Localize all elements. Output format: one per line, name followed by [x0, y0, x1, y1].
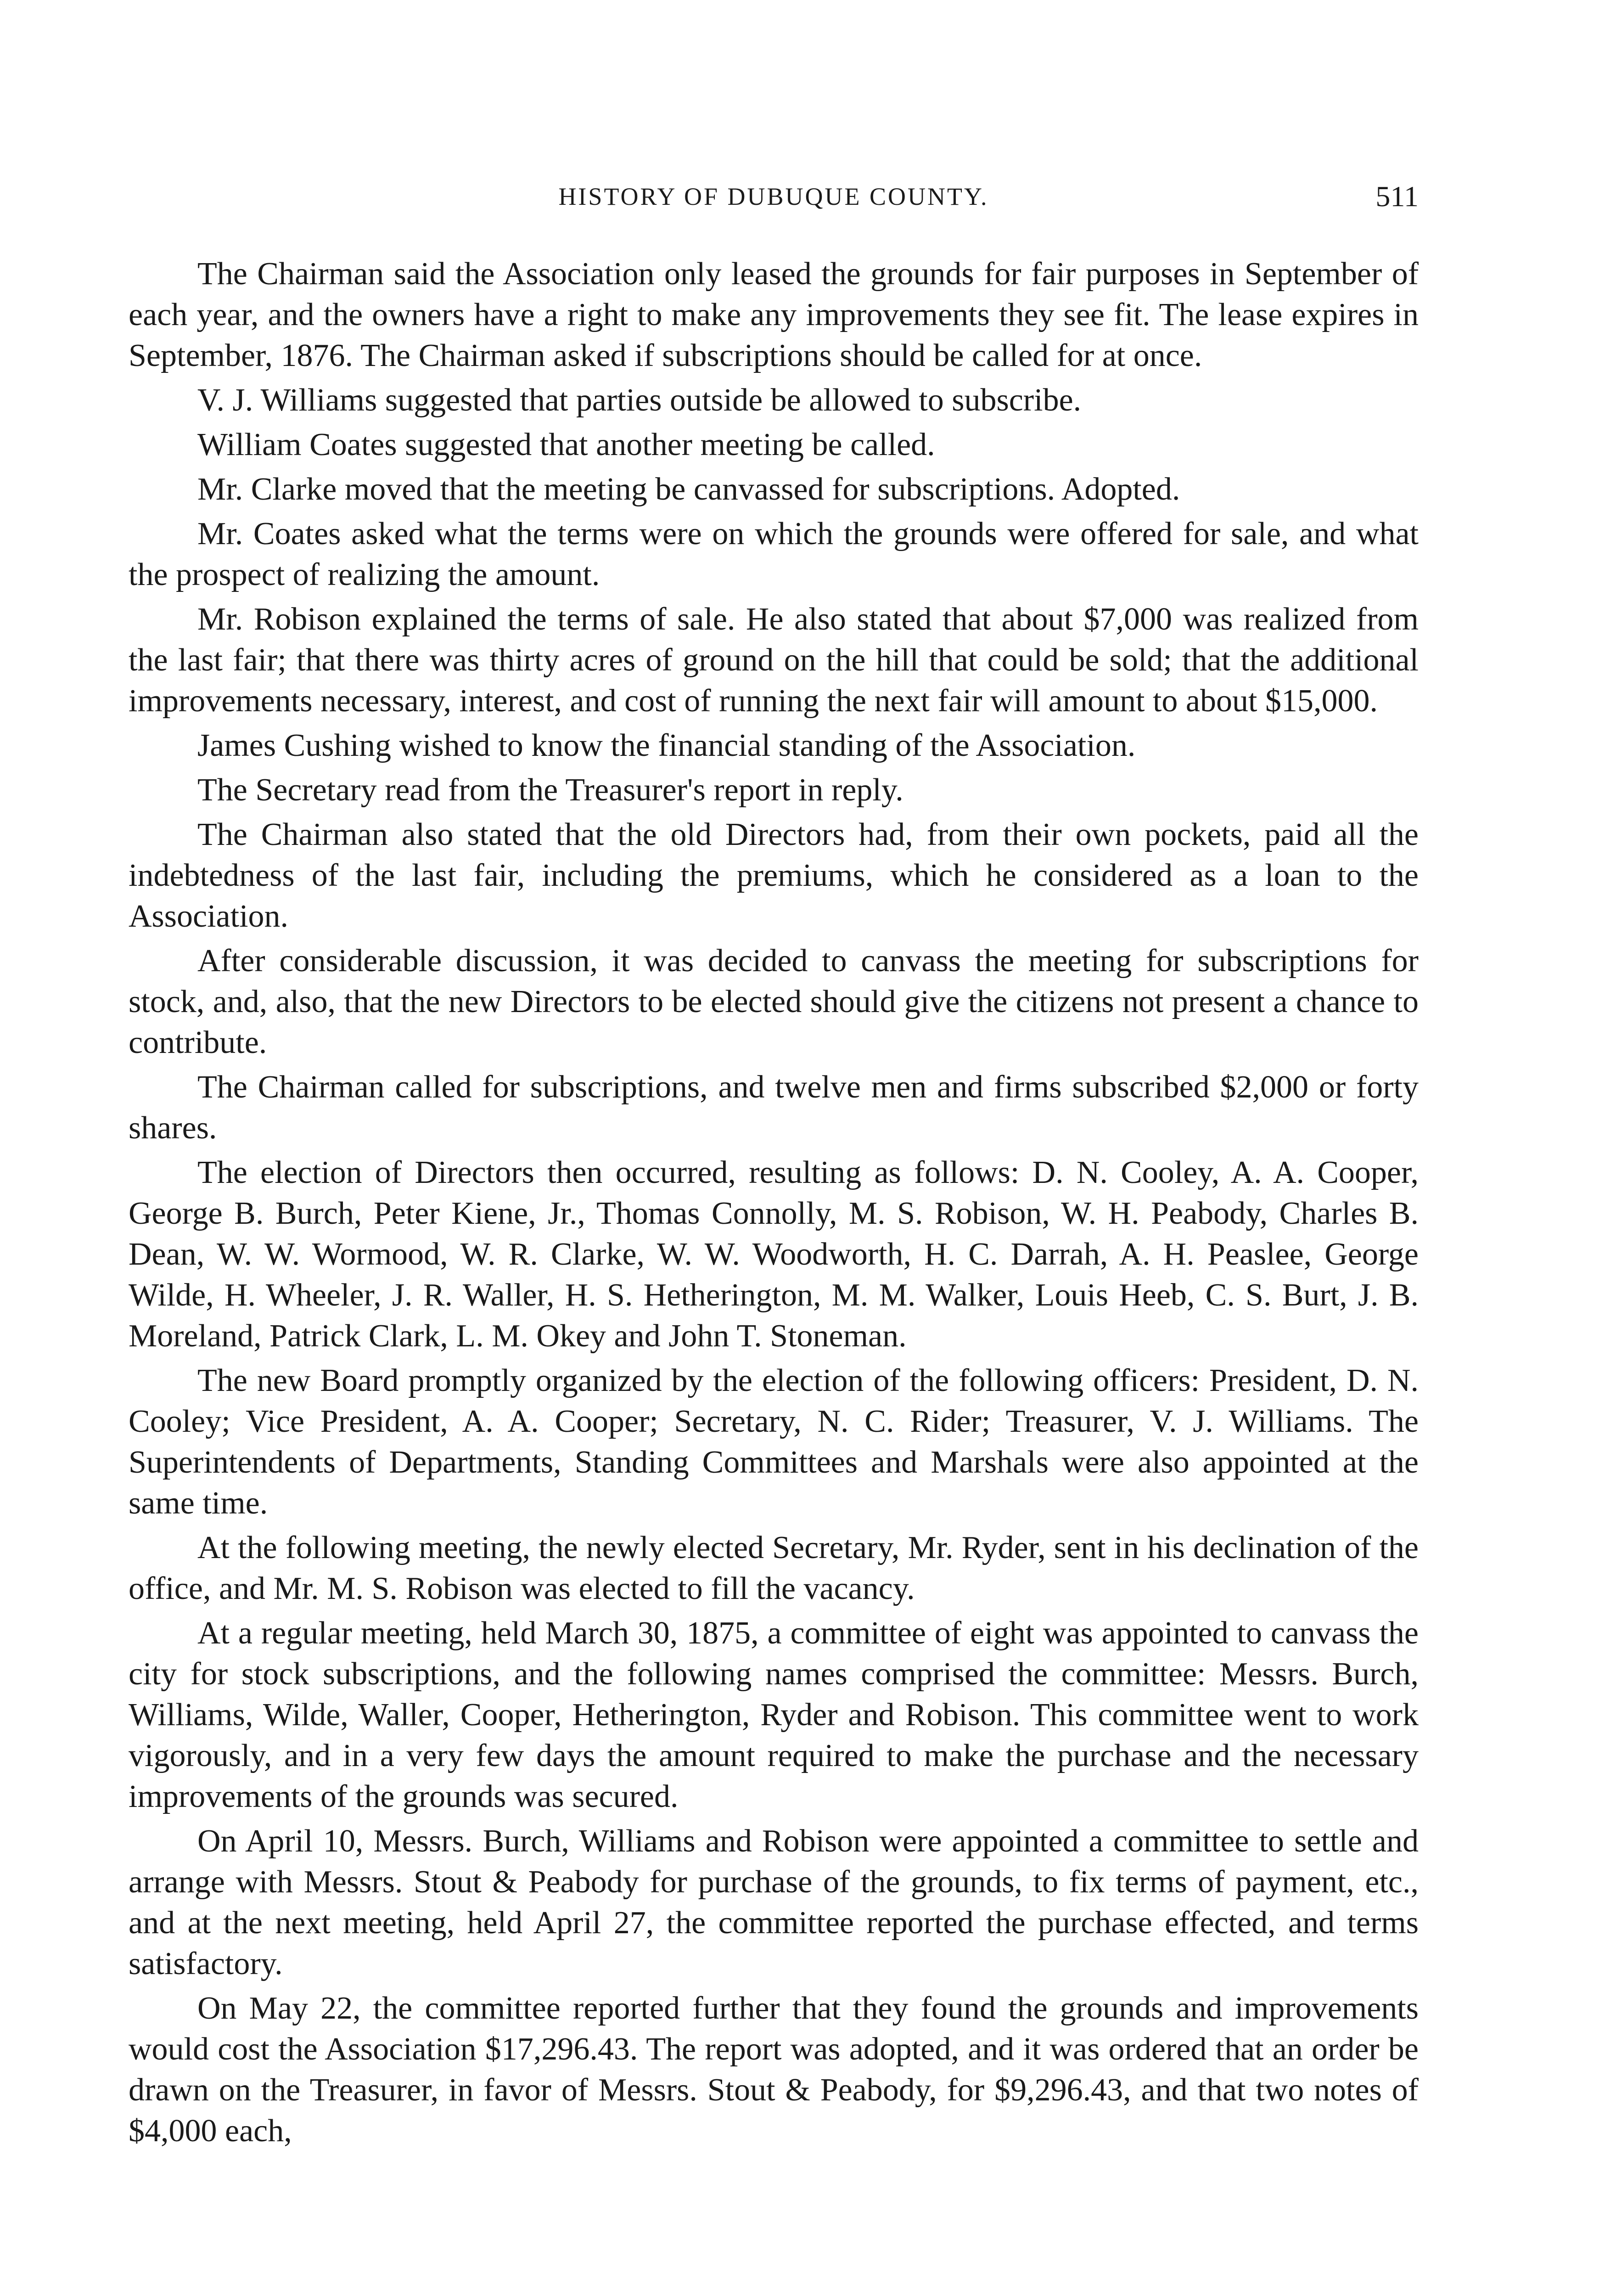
paragraph: Mr. Clarke moved that the meeting be canvassed for subscriptions. Adopted. [197, 472, 1180, 507]
paragraph: At the following meeting, the newly elected Secretary, Mr. Ryder, sent in his declination of the office, and Mr. M. S. Robison was elected to fill the vacancy. [129, 1530, 1419, 1606]
paragraph: The new Board promptly organized by the election of the following officers: President, D. N. Cooley; Vice President, A. A. Cooper; Secretary, N. C. Rider; Treasurer, V. J. Williams. The Superintendents of Departments, Standing Committees and Marshals were also appointed at the same time. [129, 1363, 1419, 1521]
paragraph: The Chairman called for subscriptions, and twelve men and firms subscribed $2,000 or forty shares. [129, 1069, 1419, 1146]
page-number: 511 [1375, 180, 1419, 213]
paragraph: On May 22, the committee reported further that they found the grounds and improvements would cost the Association $17,296.43. The report was adopted, and it was ordered that an order be drawn on the Treasurer, in favor of Messrs. Stout & Peabody, for $9,296.43, and that two notes of $4,000 each, [129, 1991, 1419, 2149]
paragraph: At a regular meeting, held March 30, 1875, a committee of eight was appointed to canvass the city for stock subscriptions, and the following names comprised the committee: Messrs. Burch, Williams, Wilde, Waller, Cooper, Hetherington, Ryder and Robison. This committee went to work vigorously, and in a very few days the amount required to make the purchase and the necessary improvements of the grounds was secured. [129, 1615, 1419, 1814]
paragraph: On April 10, Messrs. Burch, Williams and Robison were appointed a committee to settle and arrange with Messrs. Stout & Peabody for purchase of the grounds, to fix terms of payment, etc., and at the next meeting, held April 27, the committee reported the purchase effected, and terms satisfactory. [129, 1823, 1419, 1981]
paragraph: The Chairman also stated that the old Directors had, from their own pockets, paid all the indebtedness of the last fair, including the premiums, which he considered as a loan to the Association. [129, 817, 1419, 934]
paragraph: Mr. Robison explained the terms of sale. He also stated that about $7,000 was realized from the last fair; that there was thirty acres of ground on the hill that could be sold; that the additional improvements necessary, interest, and cost of running the next fair will amount to about $15,000. [129, 602, 1419, 719]
running-head [129, 178, 1419, 219]
paragraph: The Chairman said the Association only leased the grounds for fair purposes in September of each year, and the owners have a right to make any improvements they see fit. The lease expires in September, 1876. The Chairman asked if subscriptions should be called for at once. [129, 256, 1419, 373]
running-title: HISTORY OF DUBUQUE COUNTY. [558, 183, 989, 210]
paragraph: The Secretary read from the Treasurer's report in reply. [197, 772, 903, 808]
paragraph: James Cushing wished to know the financial standing of the Association. [197, 728, 1136, 763]
paragraph: Mr. Coates asked what the terms were on which the grounds were offered for sale, and what the prospect of realizing the amount. [129, 516, 1419, 592]
paragraph: The election of Directors then occurred, resulting as follows: D. N. Cooley, A. A. Cooper, George B. Burch, Peter Kiene, Jr., Thomas Connolly, M. S. Robison, W. H. Peabody, Charles B. Dean, W. W. Wormood, W. R. Clarke, W. W. Woodworth, H. C. Darrah, A. H. Peaslee, George Wilde, H. Wheeler, J. R. Waller, H. S. Hetherington, M. M. Walker, Louis Heeb, C. S. Burt, J. B. Moreland, Patrick Clark, L. M. Okey and John T. Stoneman. [129, 1155, 1419, 1354]
paragraph: William Coates suggested that another meeting be called. [197, 427, 935, 462]
paragraph: V. J. Williams suggested that parties outside be allowed to subscribe. [197, 383, 1082, 418]
body-text [129, 253, 1419, 2155]
paragraph: After considerable discussion, it was decided to canvass the meeting for subscriptions for stock, and, also, that the new Directors to be elected should give the citizens not present a chance to contribute. [129, 943, 1419, 1060]
